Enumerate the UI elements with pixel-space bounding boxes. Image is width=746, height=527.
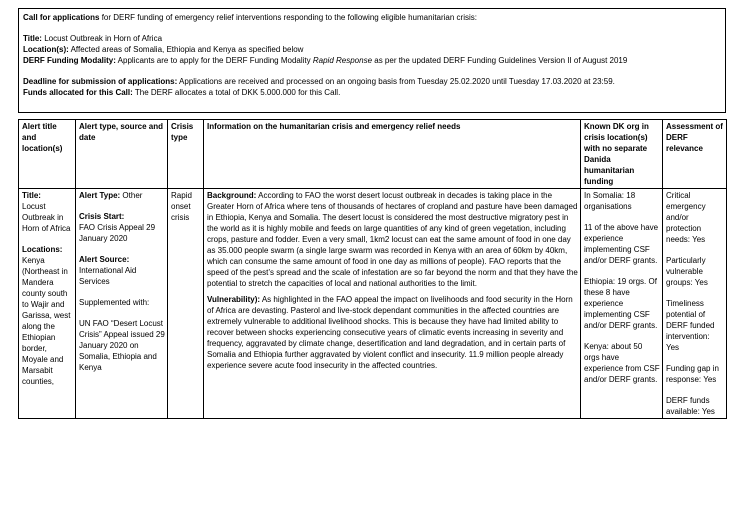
alerts-table	[18, 119, 727, 419]
crisis-start-value: FAO Crisis Appeal 29 January 2020	[79, 223, 156, 243]
call-funds-label: Funds allocated for this Call:	[23, 88, 133, 97]
call-modality-label: DERF Funding Modality:	[23, 56, 116, 65]
dk-kenya: Kenya: about 50 orgs have experience from CSF and/or DERF grants.	[584, 342, 660, 384]
assessment-vulnerable-groups: Particularly vulnerable groups: Yes	[666, 256, 708, 287]
alert-type-value: Other	[120, 191, 143, 200]
locations-label: Locations:	[22, 245, 63, 254]
assessment-funds-available: DERF funds available: Yes	[666, 396, 715, 416]
dk-somalia-experience: 11 of the above have experience implementing CSF and/or DERF grants.	[584, 223, 659, 265]
alert-title-label: Title:	[22, 191, 41, 200]
table-header-row	[19, 120, 727, 189]
cell-assessment	[663, 189, 727, 419]
alert-source-value: International Aid Services	[79, 266, 137, 286]
cell-known-dk-org	[581, 189, 663, 419]
alert-source-label: Alert Source:	[79, 255, 130, 264]
header-known-dk-org: Known DK org in crisis location(s) with no separate Danida humanitarian funding	[581, 120, 663, 189]
supplement-value: UN FAO “Desert Locust Crisis” Appeal issued 29 January 2020 on Somalia, Ethiopia and Kenya	[79, 319, 165, 372]
vulnerability-paragraph	[207, 294, 578, 371]
header-crisis-type: Crisis type	[168, 120, 204, 189]
call-modality-post: as per the updated DERF Funding Guidelines Version II of August 2019	[372, 56, 628, 65]
call-intro-label: Call for applications	[23, 13, 100, 22]
assessment-funding-gap: Funding gap in response: Yes	[666, 364, 719, 384]
background-paragraph	[207, 190, 578, 289]
vulnerability-text: As highlighted in the FAO appeal the impact on livelihoods and food security in the Horn of Africa are devasting. Pasterol and live-stock dependant communities in the affected countries are extremely vulnerable to additional livelihood shocks. This is because they have had limited ability to recover between shocks experiencing consecutive years of climatic events increasing in severity and frequency, aggravated by climate change, desertification and land degradation, and in certain parts of Somalia and Ethiopia further aggravated by violent conflict and insecurity. 11.9 million people already experience severe acute food insecurity in the affected countries.	[207, 295, 573, 370]
locations-value: Kenya (Northeast in Mandera county south to Wajir and Garissa, west along the Ethiopian border, Moyale and Marsabit counties,	[22, 256, 71, 386]
cell-alert-type	[76, 189, 168, 419]
call-deadline-label: Deadline for submission of applications:	[23, 77, 178, 86]
crisis-start-label: Crisis Start:	[79, 212, 125, 221]
call-locations	[23, 44, 721, 55]
call-locations-value: Affected areas of Somalia, Ethiopia and Kenya as specified below	[68, 45, 304, 54]
dk-somalia: In Somalia: 18 organisations	[584, 191, 636, 211]
header-assessment: Assessment of DERF relevance	[663, 120, 727, 189]
call-funds-value: The DERF allocates a total of DKK 5.000.000 for this Call.	[132, 88, 341, 97]
call-info-cell	[19, 9, 726, 113]
assessment-timeliness: Timeliness potential of DERF funded intervention: Yes	[666, 299, 715, 352]
alert-type	[79, 190, 165, 201]
call-intro	[23, 12, 721, 23]
call-title	[23, 33, 721, 44]
call-modality-italic: Rapid Response	[312, 56, 373, 65]
vulnerability-label: Vulnerability):	[207, 295, 261, 304]
table-row	[19, 189, 727, 419]
alert-title-value: Locust Outbreak in Horn of Africa	[22, 202, 71, 233]
call-intro-text: for DERF funding of emergency relief interventions responding to the following eligible humanitarian crisis:	[99, 13, 477, 22]
background-text: According to FAO the worst desert locust outbreak in decades is taking place in the Greater Horn of Africa where tens of thousands of hectares of cropland and pasture have been damaged in Ethiopia, Kenya and Somalia. The desert locust is considered the most destructive migratory pest in the world as it is highly mobile and feeds on large quantities of any kind of green vegetation, including crops, pasture and fodder. Even a very small, 1km2 locust can eat the same amount of food in one day as 35.000 people swarm (a single large swarm was recorded in Kenya with an area of 60km by 40km, which can consume the same amount of food in one day as millions of people). FAO reports that the speed of the pest’s spread and the scale of infestation are so far beyond the norm and that they have the potential to stretch the capacities of local and national authorities to the limit.	[207, 191, 578, 288]
header-alert-type: Alert type, source and date	[76, 120, 168, 189]
dk-ethiopia: Ethiopia: 19 orgs. Of these 8 have experience implementing CSF and/or DERF grants.	[584, 277, 658, 330]
background-label: Background:	[207, 191, 257, 200]
alert-type-label: Alert Type:	[79, 191, 121, 200]
assessment-critical-needs: Critical emergency and/or protection needs: Yes	[666, 191, 706, 244]
cell-crisis-type	[168, 189, 204, 419]
call-modality	[23, 55, 721, 66]
call-deadline	[23, 76, 721, 87]
header-information: Information on the humanitarian crisis and emergency relief needs	[204, 120, 581, 189]
cell-alert-title	[19, 189, 76, 419]
cell-information	[204, 189, 581, 419]
crisis-type-value: Rapid onset crisis	[171, 191, 192, 222]
call-funds	[23, 87, 721, 98]
supplemented-label: Supplemented with:	[79, 298, 150, 307]
call-title-value: Locust Outbreak in Horn of Africa	[41, 34, 163, 43]
call-deadline-value: Applications are received and processed on an ongoing basis from Tuesday 25.02.2020 until Tuesday 17.03.2020 at 23:59.	[177, 77, 615, 86]
call-title-label: Title:	[23, 34, 42, 43]
call-info-box	[18, 8, 726, 113]
header-alert-title: Alert title and location(s)	[19, 120, 76, 189]
call-locations-label: Location(s):	[23, 45, 69, 54]
call-modality-pre: Applicants are to apply for the DERF Funding Modality	[115, 56, 313, 65]
